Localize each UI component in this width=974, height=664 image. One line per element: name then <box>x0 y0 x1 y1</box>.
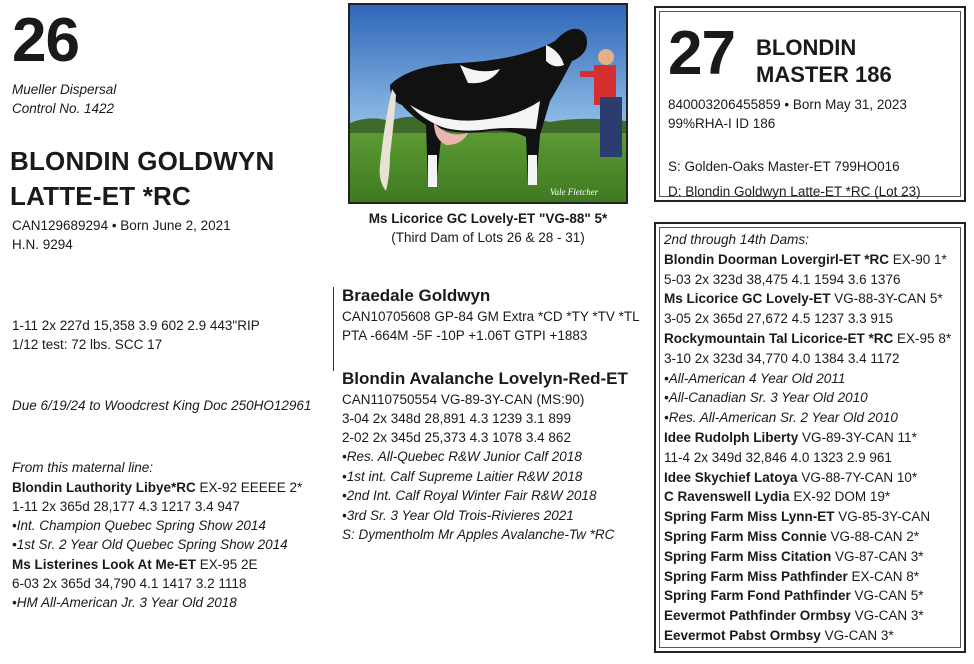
dams-list <box>664 230 951 646</box>
dam-entry-award: •All-Canadian Sr. 3 Year Old 2010 <box>664 390 868 406</box>
dam-entry <box>664 567 951 587</box>
dam-entry <box>664 428 951 448</box>
dam-entry-class: EX-90 1* <box>889 251 947 267</box>
dam-award: •2nd Int. Calf Royal Winter Fair R&W 2018 <box>342 488 597 503</box>
dam-award: •1st int. Calf Supreme Laitier R&W 2018 <box>342 468 583 484</box>
test-record: 1/12 test: 72 lbs. SCC 17 <box>12 337 163 352</box>
photo-caption <box>340 209 636 247</box>
dam-entry-record: 5-03 2x 323d 38,475 4.1 1594 3.6 1376 <box>664 271 901 287</box>
dam-entry-name: Spring Farm Miss Citation <box>664 548 832 564</box>
dam-entry-class: VG-88-CAN 2* <box>826 528 920 544</box>
dam-entry-award: •Res. All-American Sr. 2 Year Old 2010 <box>664 410 898 426</box>
photo-caption-name: Ms Licorice GC Lovely-ET "VG-88" 5* <box>368 211 608 226</box>
control-number: Control No. 1422 <box>12 101 115 116</box>
lot-26-records <box>12 316 260 354</box>
dam-entry-name: Spring Farm Miss Lynn-ET <box>664 509 835 525</box>
dam-entry-record: 11-4 2x 349d 32,846 4.0 1323 2.9 961 <box>664 449 892 465</box>
cow-record: 6-03 2x 365d 34,790 4.1 1417 3.2 1118 <box>12 575 247 591</box>
dam-entry-class: VG-87-CAN 3* <box>831 548 924 564</box>
sire-name: Braedale Goldwyn <box>342 286 491 305</box>
lot-27-identity <box>668 95 907 133</box>
dam-entry-class: VG-CAN 3* <box>820 627 894 643</box>
dams-box <box>654 222 966 653</box>
dam-entry-class: VG-89-3Y-CAN 11* <box>798 429 917 445</box>
maternal-line-heading: From this maternal line: <box>12 460 154 475</box>
dam-entry-name: Spring Farm Fond Pathfinder <box>664 588 851 604</box>
maternal-cow-1 <box>12 478 302 497</box>
dam-entry <box>664 527 951 547</box>
lot-27-sire: S: Golden-Oaks Master-ET 799HO016 <box>668 159 900 174</box>
cow-classification: EX-95 2E <box>196 556 258 572</box>
dam-registration: CAN110750554 VG-89-3Y-CAN (MS:90) <box>342 392 585 407</box>
dam-sire: S: Dymentholm Mr Apples Avalanche-Tw *RC <box>342 527 615 542</box>
dams-heading: 2nd through 14th Dams: <box>664 232 809 247</box>
cow-award: •Int. Champion Quebec Spring Show 2014 <box>12 517 266 533</box>
dam-entry <box>664 468 951 488</box>
dam-entry-name: Ms Licorice GC Lovely-ET <box>664 291 831 307</box>
dam-entry-name: Spring Farm Miss Pathfinder <box>664 568 848 584</box>
maternal-cow-2 <box>12 555 302 574</box>
dam-entry-class: VG-CAN 3* <box>850 608 924 624</box>
rha-and-id: 99%RHA-I ID 186 <box>668 116 776 131</box>
maternal-line-section <box>12 458 302 612</box>
dam-entry <box>664 289 951 309</box>
dam-entry-award: •All-American 4 Year Old 2011 <box>664 370 846 386</box>
dam-entry-class: VG-85-3Y-CAN <box>834 509 931 525</box>
dam-entry-class: EX-92 DOM 19* <box>789 489 891 505</box>
cow-classification: EX-92 EEEEE 2* <box>195 479 303 495</box>
sire-section <box>342 285 640 345</box>
dam-entry-name: Rockymountain Tal Licorice-ET *RC <box>664 330 894 346</box>
dam-entry <box>664 606 951 626</box>
dam-entry-class: VG-88-7Y-CAN 10* <box>797 469 918 485</box>
lot-26-number: 26 <box>12 6 79 75</box>
lot-26-identity <box>12 216 231 254</box>
lot-27-title <box>756 34 892 88</box>
photographer-signature: Vale Fletcher <box>550 187 599 197</box>
dam-entry <box>664 487 951 507</box>
cow-record: 1-11 2x 365d 28,177 4.3 1217 3.4 947 <box>12 498 240 514</box>
dam-entry <box>664 250 951 270</box>
dam-entry-class: VG-CAN 5* <box>850 588 924 604</box>
lot-27-number: 27 <box>668 19 735 88</box>
dam-entry <box>664 507 951 527</box>
cow-award: •HM All-American Jr. 3 Year Old 2018 <box>12 594 237 610</box>
dam-entry-name: Blondin Doorman Lovergirl-ET *RC <box>664 251 890 267</box>
dam-entry-record: 3-10 2x 323d 34,770 4.0 1384 3.4 1172 <box>664 350 900 366</box>
dam-entry-name: Idee Skychief Latoya <box>664 469 798 485</box>
dam-entry <box>664 329 951 349</box>
lot-27-title-line-1: BLONDIN <box>756 35 857 60</box>
dam-entry <box>664 586 951 606</box>
dam-entry-class: EX-CAN 8* <box>847 568 920 584</box>
dam-record: 3-04 2x 348d 28,891 4.3 1239 3.1 899 <box>342 411 571 426</box>
dam-entry-name: C Ravenswell Lydia <box>664 489 790 505</box>
dam-entry-name: Spring Farm Miss Connie <box>664 528 827 544</box>
cow-award: •1st Sr. 2 Year Old Quebec Spring Show 2014 <box>12 537 288 552</box>
dam-award: •Res. All-Quebec R&W Junior Calf 2018 <box>342 449 582 464</box>
pedigree-bracket <box>333 287 334 371</box>
lot-27-dam: D: Blondin Goldwyn Latte-ET *RC (Lot 23) <box>668 184 921 199</box>
sire-proof: PTA -664M -5F -10P +1.06T GTPI +1883 <box>342 328 588 343</box>
due-date-note: Due 6/19/24 to Woodcrest King Doc 250HO12961 <box>12 398 312 413</box>
dam-name: Blondin Avalanche Lovelyn-Red-ET <box>342 369 628 388</box>
dam-entry-name: Eevermot Pathfinder Ormbsy <box>664 608 851 624</box>
lot-27-box <box>654 6 966 202</box>
dam-entry-name: Idee Rudolph Liberty <box>664 429 799 445</box>
registration-and-birth: 840003206455859 • Born May 31, 2023 <box>668 97 907 112</box>
lot-27-title-line-2: MASTER 186 <box>756 62 892 87</box>
sire-registration: CAN10705608 GP-84 GM Extra *CD *TY *TV *TL <box>342 309 640 324</box>
dam-entry <box>664 626 951 646</box>
cow-photo <box>348 3 628 204</box>
lot-26-title <box>10 144 274 214</box>
registration-and-birth: CAN129689294 • Born June 2, 2021 <box>12 218 231 233</box>
cow-name: Ms Listerines Look At Me-ET <box>12 556 197 572</box>
lot-26-title-line-2: LATTE-ET *RC <box>10 181 192 211</box>
dam-award: •3rd Sr. 3 Year Old Trois-Rivieres 2021 <box>342 507 574 523</box>
dam-entry-record: 3-05 2x 365d 27,672 4.5 1237 3.3 915 <box>664 311 893 327</box>
lot-26-consignor-block <box>12 80 116 118</box>
cow-name: Blondin Lauthority Libye*RC <box>12 479 196 495</box>
herd-number: H.N. 9294 <box>12 237 73 252</box>
dam-entry-name: Eevermot Pabst Ormbsy <box>664 627 821 643</box>
lot-27-parents <box>668 154 921 204</box>
dam-entry <box>664 547 951 567</box>
dam-record: 2-02 2x 345d 25,373 4.3 1078 3.4 862 <box>342 430 571 445</box>
dam-entry-class: VG-88-3Y-CAN 5* <box>830 291 943 307</box>
photo-caption-note: (Third Dam of Lots 26 & 28 - 31) <box>391 230 585 245</box>
cow-photo-illustration <box>350 5 626 202</box>
dam-section <box>342 368 628 545</box>
consignor-name: Mueller Dispersal <box>12 82 117 97</box>
dam-entry-class: EX-95 8* <box>893 330 952 346</box>
lot-26-title-line-1: BLONDIN GOLDWYN <box>10 146 275 176</box>
production-record: 1-11 2x 227d 15,358 3.9 602 2.9 443"RIP <box>12 318 260 333</box>
